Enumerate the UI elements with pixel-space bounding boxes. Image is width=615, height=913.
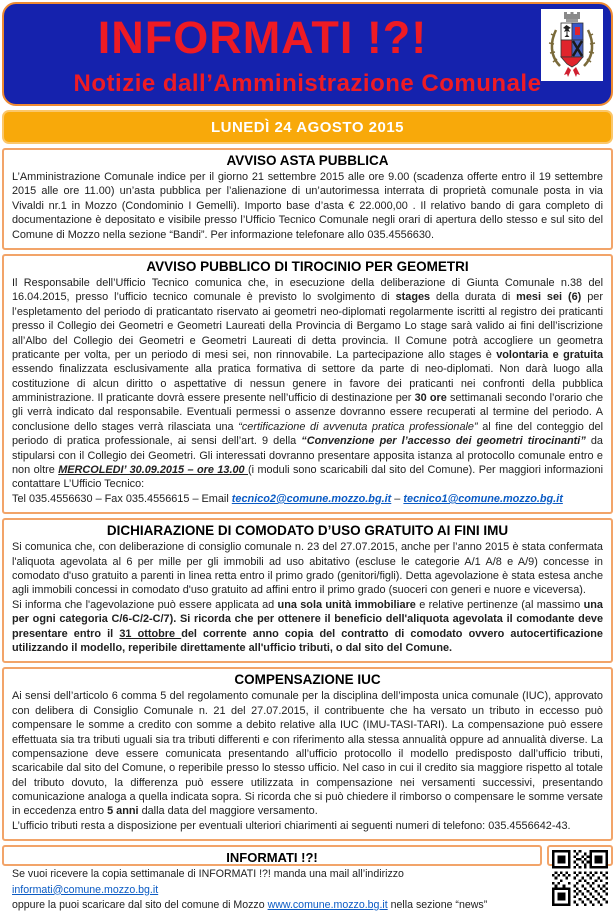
text-run: al fine del conteggio del periodo di pratica professionale, ai sensi dell’art. 9 della xyxy=(12,420,603,448)
newsletter-title: INFORMATI !?! xyxy=(97,11,428,63)
section-comodato-imu xyxy=(2,518,613,663)
section-title: AVVISO ASTA PUBBLICA xyxy=(226,153,389,168)
email-link-tecnico2[interactable]: tecnico2@comune.mozzo.bg.it xyxy=(231,492,392,505)
section-body xyxy=(12,689,603,819)
text-run: 30 ore xyxy=(414,392,447,405)
text-run: oppure la puoi scaricare dal sito del comune di Mozzo xyxy=(12,898,268,911)
text-run: L’ufficio tributi resta a disposizione per eventuali ulteriori chiarimenti ai seguenti numeri di telefono: 035.4556642-43. xyxy=(12,819,571,832)
text-run: dalla data del maggiore versamento. xyxy=(138,805,318,818)
text-run: 5 anni xyxy=(107,805,139,818)
text-run: per l’espletamento del periodo di praticantato riservato ai geometri neo-diplomati regolarmente iscritti al registro dei praticanti presso il Collegio dei Geometri e Geometri Laureati della Provincia di Bergamo Lo stage sarà valido ai fini dell’iscrizione all’Albo del Collegio dei Geometri e Geometri Laureati di detta provincia. Il Comune potrà accogliere un geometra praticante per volta, per un periodo di mesi sei, non rinnovabile. La partecipazione allo stages è xyxy=(12,291,603,361)
section-title: COMPENSAZIONE IUC xyxy=(234,672,381,688)
section-avviso-asta-pubblica xyxy=(2,148,613,250)
email-link-tecnico1[interactable]: tecnico1@comune.mozzo.bg.it xyxy=(403,492,563,505)
section-body xyxy=(12,598,603,656)
section-compensazione-iuc xyxy=(2,667,613,841)
text-run: Si comunica che, con deliberazione di consiglio comunale n. 23 del 27.07.2015, anche per l’anno 2015 è stata confermata l'aliquota agevolata al 6 per mille per gli immobili ad uso abitativo (escluse le categorie A/1 A/8 e A/9) concesse in comodato d'uso gratuito a parenti in linea retta entro il primo grado (genitori/figli). Detta agevolazione è stata estesa anche agli immobili concessi in comodato d'uso gratuito ad affini entro il primo grado (suoceri con generi e nuore e viceversa). xyxy=(12,541,603,597)
text-run: essendo finalizzata esclusivamente alla pratica formativa di settore da parte di neo-diplomati. Non darà luogo alla costituzione di alcun diritto o aspettative di nessun genere in favore dei praticanti nei confronti della pubblica amministrazione. Il praticante dovrà essere presente nell’ufficio di destinazione per xyxy=(12,363,603,405)
text-run: una sola unità immobiliare xyxy=(277,598,416,611)
footer-line xyxy=(12,867,532,898)
section-body xyxy=(12,540,603,598)
municipal-crest-icon xyxy=(541,9,603,81)
text-run: settimanali secondo l’orario che gli verrà indicato dal responsabile. Eventuali permessi o assenze dovranno essere recuperati al termine del periodo. A conclusione dello stages verrà rilasciata una xyxy=(12,392,603,433)
masthead xyxy=(2,2,613,106)
date-banner xyxy=(2,110,613,144)
text-run: Se vuoi ricevere la copia settimanale di INFORMATI !?! manda una mail all’indirizzo xyxy=(12,868,404,881)
text-run: mesi sei (6) xyxy=(516,291,582,304)
text-run: L’Amministrazione Comunale indice per il giorno 21 settembre 2015 alle ore 9.00 (scadenza offerte entro il 19 settembre 2015 alle ore 11.00) un’asta pubblica per l’alienazione di un’autorimessa interrata di proprietà comunale posta in via Vivaldi nr.1 in Mozzo (Condominio I Gemelli). Importo base d’asta € 22.000,00 . Il relativo bando di gara completo di documentazione è depositato e visibile presso l’Ufficio Tecnico Comunale negli orari di apertura dello stesso e sul sito del Comune di Mozzo nella sezione “Bandi”. Per informazione telefonare allo 035.4556630. xyxy=(12,171,603,241)
text-run: della durata di xyxy=(430,291,517,304)
text-run: – xyxy=(391,492,404,505)
newsletter-subtitle: Notizie dall’Amministrazione Comunale xyxy=(73,69,542,97)
section-body xyxy=(12,276,603,492)
section-body xyxy=(12,819,603,833)
footer xyxy=(2,845,613,911)
footer-title: INFORMATI !?! xyxy=(226,850,318,866)
text-run: Si informa che l'agevolazione può essere applicata ad xyxy=(12,598,278,611)
section-contacts xyxy=(12,492,603,506)
qr-code-box xyxy=(547,845,613,866)
text-run: del corrente anno copia del contratto di comodato ovvero autocertificazione utilizzando il modello, reperibile direttamente all'ufficio tributi, o dal sito del Comune. xyxy=(12,627,603,654)
text-run: nella sezione “news” xyxy=(387,898,488,911)
text-run: da stipularsi con il Collegio dei Geometri. Gli interessati dovranno presentare apposita istanza al protocollo comunale entro e non oltre xyxy=(12,435,603,477)
footer-line xyxy=(12,898,532,913)
crest-svg xyxy=(544,12,600,78)
text-run: stages xyxy=(395,291,431,304)
text-run: “certificazione di avvenuta pratica professionale” xyxy=(238,420,478,433)
section-title: AVVISO PUBBLICO DI TIROCINIO PER GEOMETRI xyxy=(146,258,469,274)
text-run: “Convenzione per l’accesso dei geometri tirocinanti” xyxy=(301,435,586,448)
section-body xyxy=(12,170,603,242)
text-run: Il Responsabile dell’Ufficio Tecnico comunica che, in esecuzione della deliberazione di Giunta Comunale n.38 del 16.04.2015, presso l’ufficio tecnico comunale è previsto lo svolgimento di xyxy=(12,276,603,304)
text-run: una per ogni categoria C/6-C/2-C/7). Si ricorda che per ottenere il beneficio dell'aliquota agevolata il comodante deve presentare entro il xyxy=(12,598,603,640)
website-link[interactable]: www.comune.mozzo.bg.it xyxy=(267,898,388,911)
section-title: DICHIARAZIONE DI COMODATO D’USO GRATUITO AI FINI IMU xyxy=(106,523,509,539)
text-run: Ai sensi dell’articolo 6 comma 5 del regolamento comunale per la disciplina dell’imposta unica comunale (IUC), approvato con delibera di Consiglio Comunale n. 21 del 27.07.2015, il contribuente che ha versato un tributo in eccesso può compensare le somme a credito con somme a debito relative alla IUC (IMU-TASI-TARI). La compensazione può essere effettuata sia tra tributi uguali sia tra tributi differenti e con riferimento alla stessa annualità oppure ad annualità diverse. La compensazione deve essere comunicata presentando all’ufficio protocollo il modello predisposto dall’ufficio tributi, scaricabile dal sito del Comune, o reperibile presso lo stesso ufficio. Nel caso in cui il credito sia maggiore rispetto al totale del tributo dovuto, la differenza può essere utilizzata in compensazione nei versamenti successivi, presentando comunicazione analoga a quella indicata sopra. Si ricorda che si può chiedere il rimborso o compensare le somme versate in eccedenza entro xyxy=(12,690,603,818)
text-run: 31 ottobre xyxy=(119,627,182,640)
text-run: MERCOLEDI’ 30.09.2015 – ore 13.00 xyxy=(58,464,249,477)
text-run: Tel 035.4556630 – Fax 035.4556615 – Email xyxy=(12,492,232,505)
date-banner-label: LUNEDÌ 24 AGOSTO 2015 xyxy=(210,118,405,136)
qr-code-icon xyxy=(552,850,608,906)
text-run: (i moduli sono scaricabili dal sito del Comune). Per maggiori informazioni contattare L’Ufficio Tecnico: xyxy=(12,464,603,491)
footer-subscribe-box xyxy=(2,845,542,911)
email-link-informati[interactable]: informati@comune.mozzo.bg.it xyxy=(12,883,159,896)
section-tirocinio-geometri xyxy=(2,254,613,514)
text-run: e relative pertinenze (al massimo xyxy=(415,598,584,611)
text-run: volontaria e gratuita xyxy=(496,348,604,361)
